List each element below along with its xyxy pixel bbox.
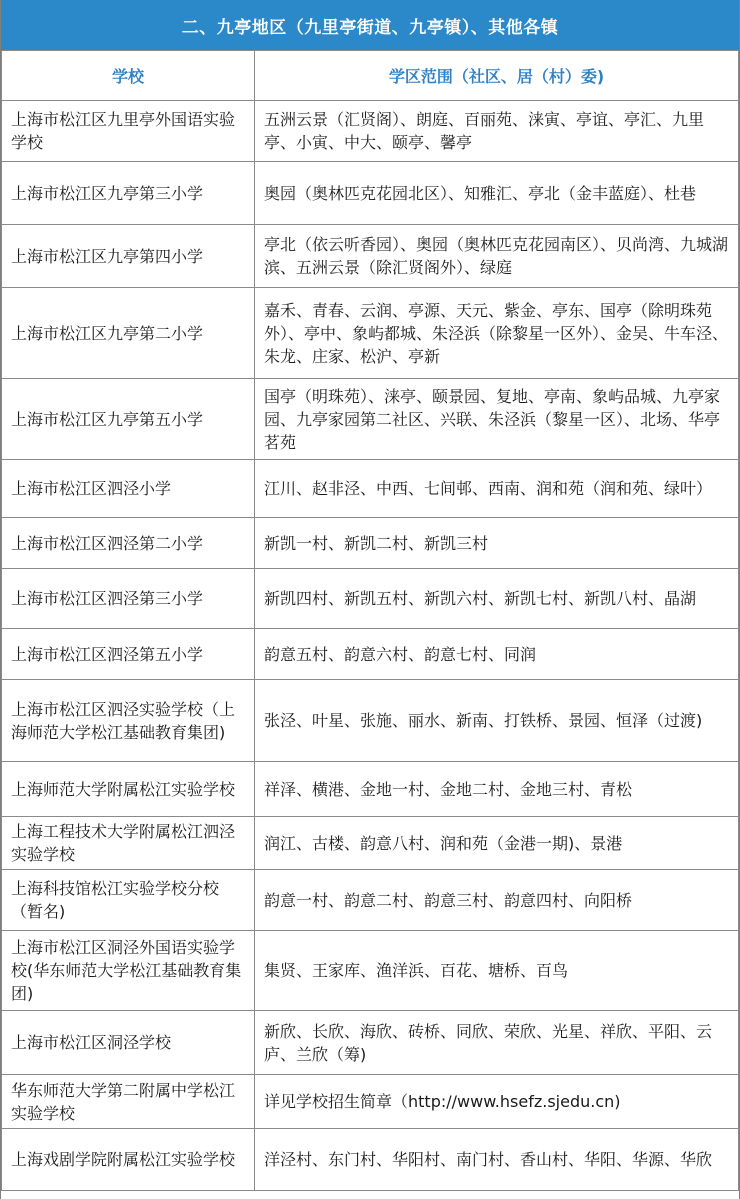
district-range-cell: 韵意五村、韵意六村、韵意七村、同润 [255,629,739,680]
section-title: 二、九亭地区（九里亭街道、九亭镇）、其他各镇 [181,17,559,38]
school-name-cell: 上海市松江区泗泾小学 [2,460,255,518]
district-range-cell: 详见学校招生简章（http://www.hsefz.sjedu.cn) [255,1075,739,1129]
district-range-cell: 韵意一村、韵意二村、韵意三村、韵意四村、向阳桥 [255,870,739,931]
district-range-cell: 新凯四村、新凯五村、新凯六村、新凯七村、新凯八村、晶湖 [255,569,739,629]
school-name-cell: 上海师范大学附属松江实验学校 [2,762,255,817]
table-row [2,817,739,870]
district-range-cell: 祥泽、横港、金地一村、金地二村、金地三村、青松 [255,762,739,817]
table-row [2,1129,739,1191]
district-range-cell: 集贤、王家库、渔洋浜、百花、塘桥、百鸟 [255,931,739,1011]
table-row [2,870,739,931]
table-row [2,931,739,1011]
table-row [2,225,739,288]
school-name-cell: 上海市松江区洞泾外国语实验学校(华东师范大学松江基础教育集团) [2,931,255,1011]
table-row [2,379,739,460]
table-header-row [2,51,739,101]
school-name-cell: 上海市松江区泗泾第五小学 [2,629,255,680]
table-row [2,1011,739,1075]
table-row [2,288,739,379]
school-name-cell: 上海市松江区泗泾第二小学 [2,518,255,569]
school-name-cell: 上海市松江区九亭第三小学 [2,162,255,225]
table-row [2,569,739,629]
district-range-cell: 江川、赵非泾、中西、七间邨、西南、润和苑（润和苑、绿叶） [255,460,739,518]
table-row [2,629,739,680]
school-district-table [1,50,739,1191]
table-row [2,162,739,225]
district-range-cell: 新凯一村、新凯二村、新凯三村 [255,518,739,569]
district-range-cell: 润江、古楼、韵意八村、润和苑（金港一期)、景港 [255,817,739,870]
section-title-banner [1,0,739,50]
school-name-cell: 上海市松江区九里亭外国语实验学校 [2,101,255,162]
table-row [2,762,739,817]
table-row [2,680,739,762]
district-range-cell: 国亭（明珠苑）、涞亭、颐景园、复地、亭南、象屿品城、九亭家园、九亭家园第二社区、兴联、朱泾浜（黎星一区）、北场、华亭茗苑 [255,379,739,460]
district-range-cell: 新欣、长欣、海欣、砖桥、同欣、荣欣、光星、祥欣、平阳、云庐、兰欣（筹) [255,1011,739,1075]
header-school: 学校 [2,51,255,101]
school-name-cell: 上海市松江区九亭第二小学 [2,288,255,379]
table-row [2,101,739,162]
header-district-range: 学区范围（社区、居（村）委) [255,51,739,101]
school-name-cell: 上海市松江区九亭第四小学 [2,225,255,288]
school-name-cell: 上海戏剧学院附属松江实验学校 [2,1129,255,1191]
table-row [2,460,739,518]
school-name-cell: 上海市松江区泗泾实验学校（上海师范大学松江基础教育集团) [2,680,255,762]
district-range-cell: 洋泾村、东门村、华阳村、南门村、香山村、华阳、华源、华欣 [255,1129,739,1191]
school-name-cell: 上海工程技术大学附属松江泗泾实验学校 [2,817,255,870]
district-range-cell: 张泾、叶星、张施、丽水、新南、打铁桥、景园、恒泽（过渡) [255,680,739,762]
district-range-cell: 亭北（依云听香园）、奥园（奥林匹克花园南区）、贝尚湾、九城湖滨、五洲云景（除汇贤阁外）、绿庭 [255,225,739,288]
school-name-cell: 上海市松江区洞泾学校 [2,1011,255,1075]
table-row [2,1075,739,1129]
district-range-cell: 五洲云景（汇贤阁）、朗庭、百丽苑、涞寅、亭谊、亭汇、九里亭、小寅、中大、颐亭、馨亭 [255,101,739,162]
school-name-cell: 上海市松江区泗泾第三小学 [2,569,255,629]
district-range-cell: 奥园（奥林匹克花园北区）、知雅汇、亭北（金丰蓝庭）、杜巷 [255,162,739,225]
table-row [2,518,739,569]
district-range-cell: 嘉禾、青春、云润、亭源、天元、紫金、亭东、国亭（除明珠苑外）、亭中、象屿都城、朱泾浜（除黎星一区外）、金吴、牛车泾、朱龙、庄家、松沪、亭新 [255,288,739,379]
school-name-cell: 华东师范大学第二附属中学松江实验学校 [2,1075,255,1129]
school-name-cell: 上海科技馆松江实验学校分校（暂名) [2,870,255,931]
school-name-cell: 上海市松江区九亭第五小学 [2,379,255,460]
